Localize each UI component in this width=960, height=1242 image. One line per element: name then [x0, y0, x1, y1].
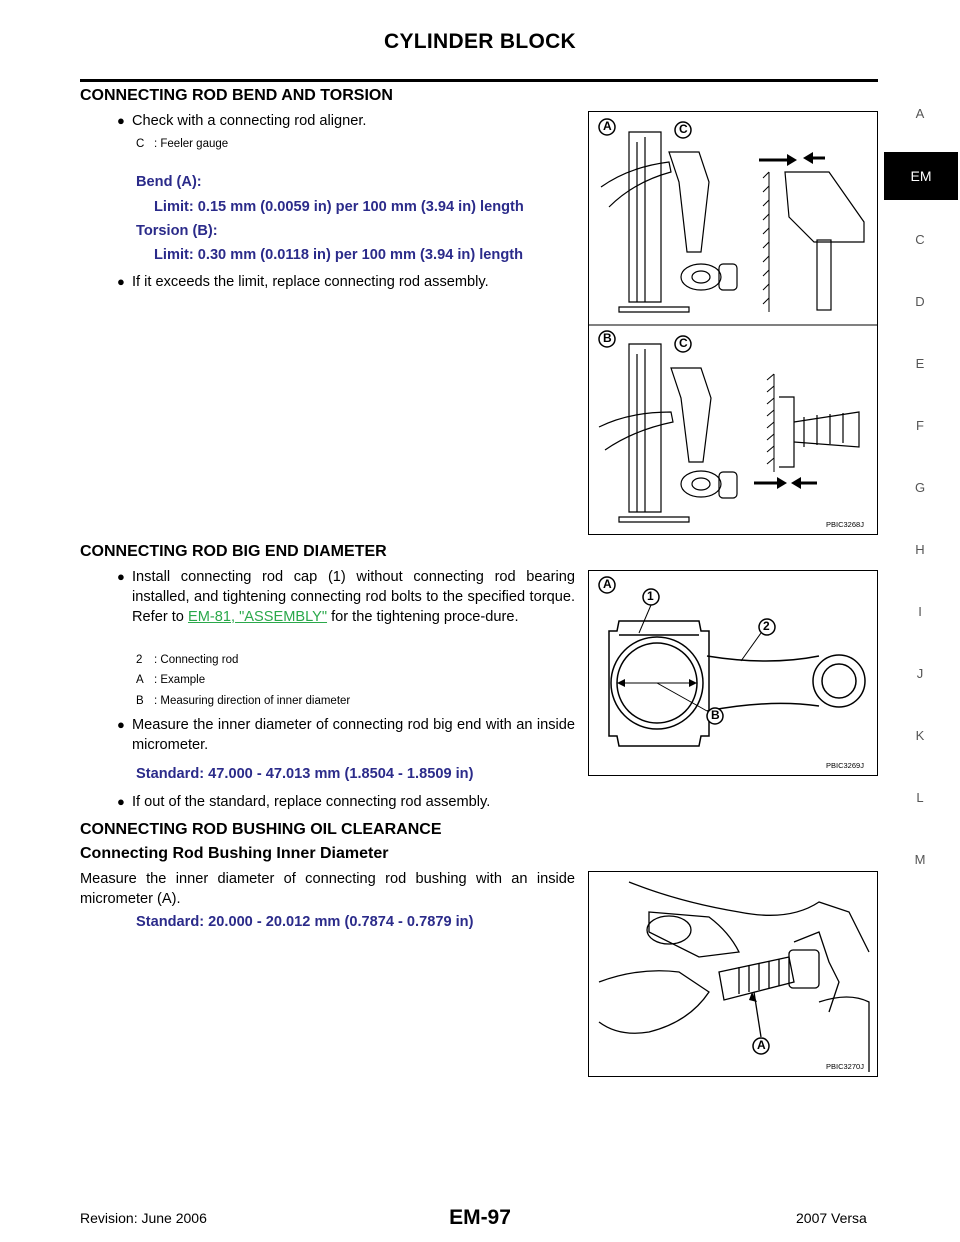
figure-id: PBIC3269J — [826, 761, 864, 770]
figure-rod-aligner-drawing — [589, 112, 877, 534]
index-tab-l[interactable]: L — [916, 790, 924, 805]
footer-model: 2007 Versa — [796, 1210, 867, 1226]
bullet-text: If it exceeds the limit, replace connecting rod assembly. — [132, 274, 489, 290]
spec-big-end-standard: Standard: 47.000 - 47.013 mm (1.8504 - 1.8509 in) — [136, 766, 474, 782]
legend-row — [136, 674, 205, 686]
index-tab-i[interactable]: I — [918, 604, 922, 619]
footer-revision: Revision: June 2006 — [80, 1210, 207, 1226]
bullet-icon: ● — [117, 569, 125, 584]
spec-torsion-label: Torsion (B): — [136, 223, 218, 239]
bullet-icon: ● — [117, 717, 125, 732]
figure-bushing-measure — [588, 871, 878, 1077]
legend-row — [136, 138, 228, 150]
figure-label-c: C — [679, 336, 688, 350]
index-tab-c[interactable]: C — [915, 232, 925, 247]
legend-text: : Connecting rod — [154, 654, 239, 666]
index-tab-f[interactable]: F — [916, 418, 924, 433]
legend-key: C — [136, 138, 145, 150]
index-tab-em-active[interactable]: EM — [884, 152, 958, 200]
index-tab-d[interactable]: D — [915, 294, 925, 309]
legend-text: : Measuring direction of inner diameter — [154, 695, 351, 707]
bullet-item — [117, 715, 575, 755]
figure-label-a: A — [603, 119, 612, 133]
figure-bushing-measure-drawing — [589, 872, 877, 1076]
index-tab-j[interactable]: J — [916, 666, 924, 681]
bullet-item — [117, 111, 572, 131]
figure-label-a: A — [603, 577, 612, 591]
spec-bushing-standard: Standard: 20.000 - 20.012 mm (0.7874 - 0.7879 in) — [136, 914, 474, 930]
spec-torsion-limit: Limit: 0.30 mm (0.0118 in) per 100 mm (3.94 in) length — [154, 247, 524, 263]
figure-rod-aligner — [588, 111, 878, 535]
legend-row — [136, 695, 350, 707]
index-tab-g[interactable]: G — [914, 480, 926, 495]
bullet-item — [117, 272, 572, 292]
legend-text: : Feeler gauge — [154, 138, 229, 150]
section-heading-bend-torsion: CONNECTING ROD BEND AND TORSION — [80, 87, 393, 104]
figure-label-b: B — [711, 708, 720, 722]
section-heading-big-end: CONNECTING ROD BIG END DIAMETER — [80, 543, 387, 560]
bullet-text: If out of the standard, replace connecting rod assembly. — [132, 794, 491, 810]
legend-key: 2 — [136, 654, 143, 666]
figure-big-end — [588, 570, 878, 776]
bullet-icon: ● — [117, 274, 125, 289]
legend-row — [136, 654, 238, 666]
bullet-text: Measure the inner diameter of connecting rod big end with an inside micrometer. — [132, 717, 575, 753]
bullet-text: for the tightening proce-dure. — [331, 609, 519, 625]
bullet-text: Check with a connecting rod aligner. — [132, 113, 367, 129]
legend-key: B — [136, 695, 144, 707]
figure-label-b: B — [603, 331, 612, 345]
bullet-text: Install connecting rod cap (1) without connecting rod bearing installed, and tightening connecting rod bolts to the specified torque. Refer to — [132, 569, 575, 625]
bullet-icon: ● — [117, 113, 125, 128]
index-tab-k[interactable]: K — [915, 728, 925, 743]
legend-key: A — [136, 674, 144, 686]
figure-label-1: 1 — [647, 589, 654, 603]
bullet-item — [117, 792, 575, 812]
figure-big-end-drawing — [589, 571, 877, 775]
index-tab-h[interactable]: H — [915, 542, 925, 557]
spec-bend-label: Bend (A): — [136, 174, 202, 190]
index-tab-a[interactable]: A — [915, 106, 925, 121]
index-tab-m[interactable]: M — [914, 852, 926, 867]
footer-page-number: EM-97 — [449, 1206, 511, 1229]
page-title: CYLINDER BLOCK — [383, 30, 577, 53]
section-heading-bushing: CONNECTING ROD BUSHING OIL CLEARANCE — [80, 821, 442, 838]
title-rule — [80, 79, 878, 82]
spec-bend-limit: Limit: 0.15 mm (0.0059 in) per 100 mm (3.94 in) length — [154, 199, 524, 215]
subsection-heading-bushing-diameter: Connecting Rod Bushing Inner Diameter — [80, 845, 389, 862]
figure-id: PBIC3270J — [826, 1062, 864, 1071]
figure-id: PBIC3268J — [826, 520, 864, 529]
figure-label-a: A — [757, 1038, 766, 1052]
index-tab-e[interactable]: E — [915, 356, 925, 371]
bullet-item — [117, 567, 575, 627]
bullet-icon: ● — [117, 794, 125, 809]
paragraph: Measure the inner diameter of connecting rod bushing with an inside micrometer (A). — [80, 871, 575, 907]
reference-link[interactable]: EM-81, "ASSEMBLY" — [187, 609, 328, 625]
figure-label-2: 2 — [763, 619, 770, 633]
legend-text: : Example — [154, 674, 206, 686]
figure-label-c: C — [679, 122, 688, 136]
